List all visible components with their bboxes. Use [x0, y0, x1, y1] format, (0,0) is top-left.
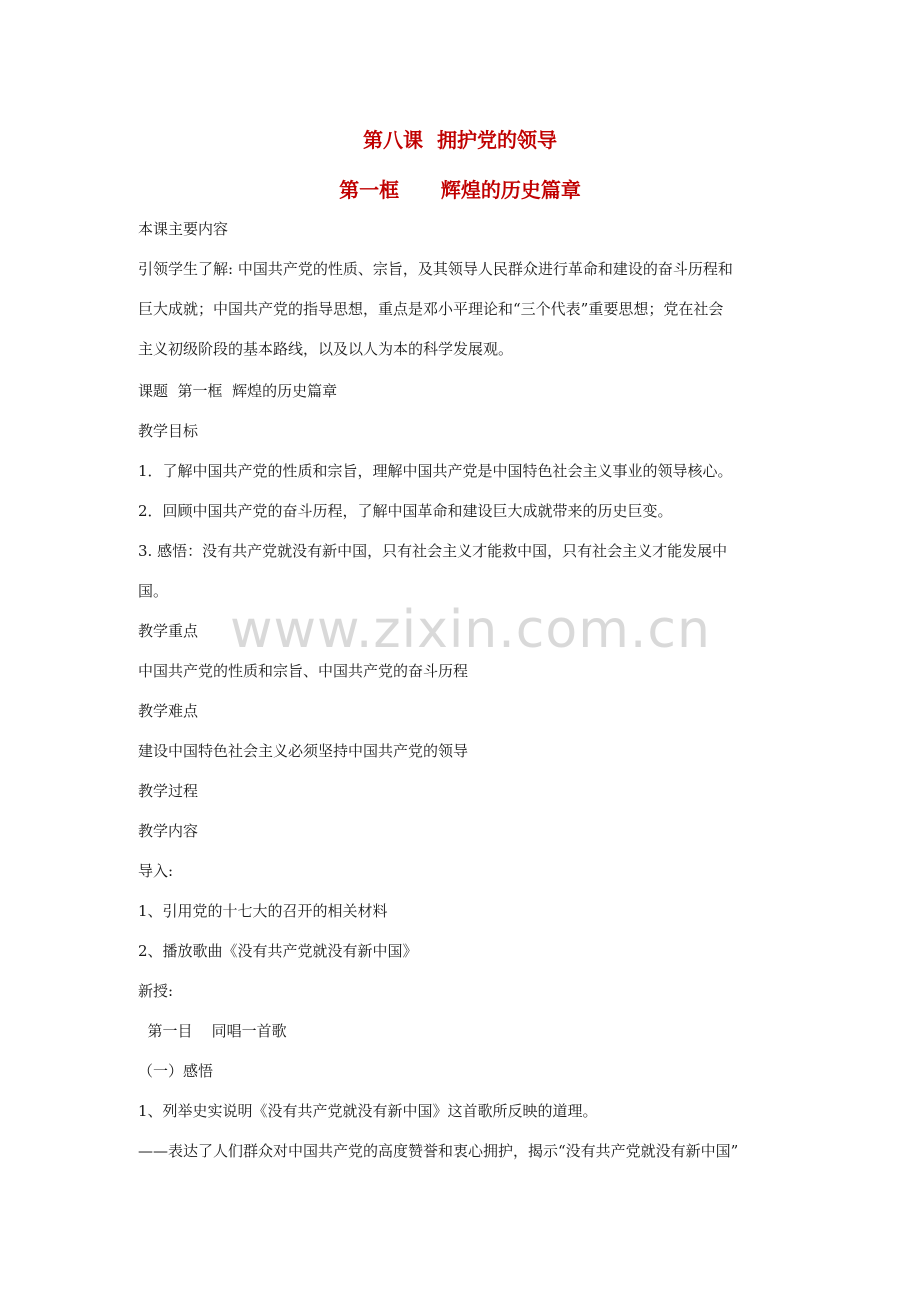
text-line: 1．了解中国共产党的性质和宗旨，理解中国共产党是中国特色社会主义事业的领导核心。 — [138, 462, 733, 480]
page-subtitle: 第一框 辉煌的历史篇章 — [339, 178, 581, 202]
text-line: 教学目标 — [138, 422, 199, 440]
text-line: 主义初级阶段的基本路线，以及以人为本的科学发展观。 — [138, 340, 514, 358]
text-line: 2、播放歌曲《没有共产党就没有新中国》 — [138, 942, 418, 960]
text-line: （一）感悟 — [138, 1062, 214, 1080]
text-line: 2．回顾中国共产党的奋斗历程，了解中国革命和建设巨大成就带来的历史巨变。 — [138, 502, 673, 520]
text-line: 教学难点 — [138, 702, 199, 720]
text-line: 教学过程 — [138, 782, 199, 800]
text-line: 1、列举史实说明《没有共产党就没有新中国》这首歌所反映的道理。 — [138, 1102, 598, 1120]
text-line: 教学内容 — [138, 822, 199, 840]
text-line: 国。 — [138, 582, 169, 600]
text-line: 导入: — [138, 862, 174, 880]
text-line: 1、引用党的十七大的召开的相关材料 — [138, 902, 388, 920]
page-title: 第八课 拥护党的领导 — [363, 128, 557, 152]
text-line: ——表达了人们群众对中国共产党的高度赞誉和衷心拥护，揭示“没有共产党就没有新中国” — [138, 1142, 739, 1160]
text-line: 3. 感悟：没有共产党就没有新中国，只有社会主义才能救中国，只有社会主义才能发展中 — [138, 542, 728, 560]
text-line: 引领学生了解: 中国共产党的性质、宗旨，及其领导人民群众进行革命和建设的奋斗历程和 — [138, 260, 733, 278]
text-line: 课题 第一框 辉煌的历史篇章 — [138, 382, 338, 400]
text-line: 中国共产党的性质和宗旨、中国共产党的奋斗历程 — [138, 662, 469, 680]
text-line: 巨大成就；中国共产党的指导思想，重点是邓小平理论和“三个代表”重要思想；党在社会 — [138, 300, 724, 318]
text-line: 新授: — [138, 982, 174, 1000]
text-line: 教学重点 — [138, 622, 199, 640]
text-line: 建设中国特色社会主义必须坚持中国共产党的领导 — [138, 742, 469, 760]
text-line: 第一目 同唱一首歌 — [138, 1022, 287, 1040]
text-line: 本课主要内容 — [138, 220, 229, 238]
watermark: www.zixin.com.cn — [230, 600, 711, 660]
